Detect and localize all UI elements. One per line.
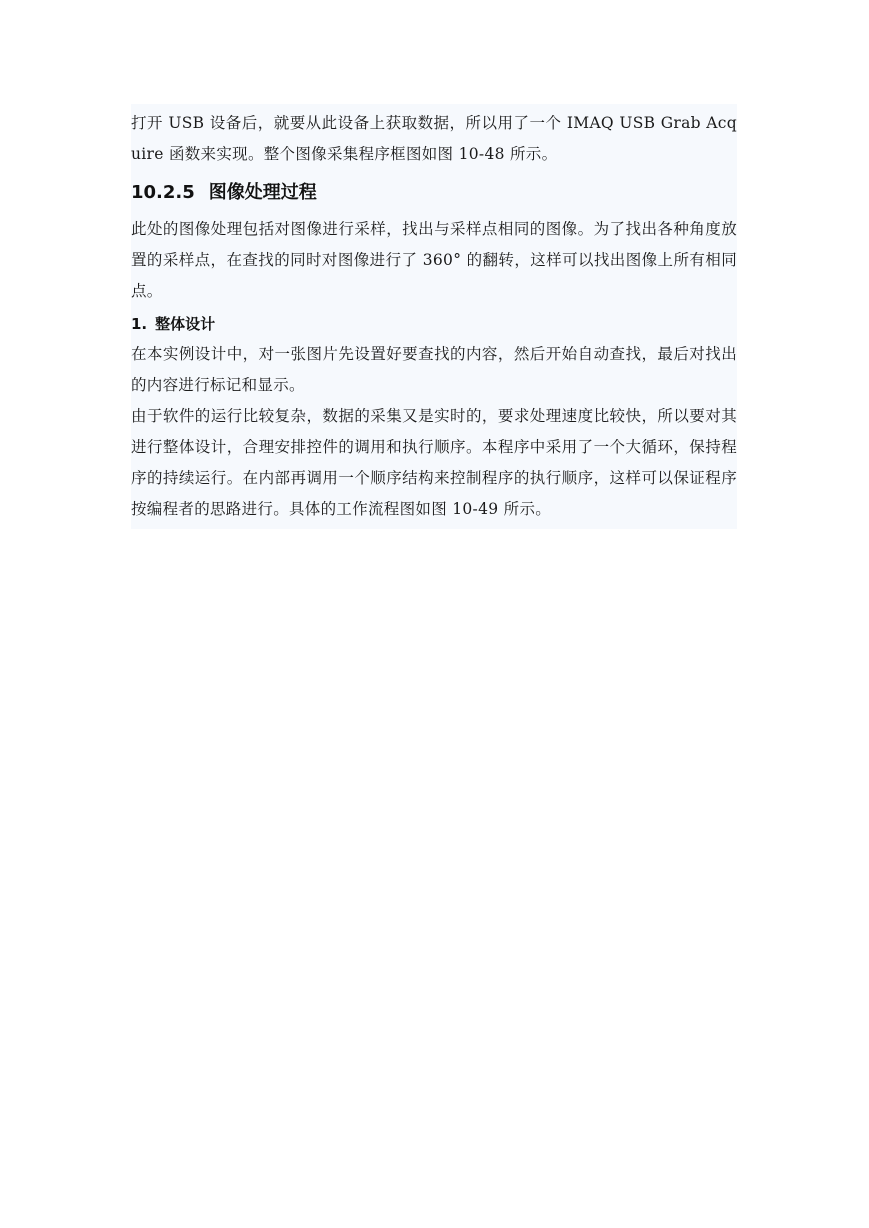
document-body <box>131 104 737 529</box>
section-number: 10.2.5 <box>131 182 195 203</box>
subsection-number: 1. <box>131 315 148 333</box>
paragraph-image-processing: 此处的图像处理包括对图像进行采样，找出与采样点相同的图像。为了找出各种角度放置的采样点，在查找的同时对图像进行了 360° 的翻转，这样可以找出图像上所有相同点。 <box>131 220 737 300</box>
section-heading <box>131 176 737 210</box>
paragraph-usb-acquire: 打开 USB 设备后，就要从此设备上获取数据，所以用了一个 IMAQ USB Grab Acquire 函数来实现。整个图像采集程序框图如图 10-48 所示。 <box>131 114 737 163</box>
section-title: 图像处理过程 <box>208 182 317 203</box>
subsection-heading <box>131 309 737 339</box>
subsection-title: 整体设计 <box>155 315 216 333</box>
paragraph-overall-design: 在本实例设计中，对一张图片先设置好要查找的内容，然后开始自动查找，最后对找出的内容进行标记和显示。 <box>131 345 737 394</box>
paragraph-workflow: 由于软件的运行比较复杂，数据的采集又是实时的，要求处理速度比较快，所以要对其进行整体设计，合理安排控件的调用和执行顺序。本程序中采用了一个大循环，保持程序的持续运行。在内部再调用一个顺序结构来控制程序的执行顺序，这样可以保证程序按编程者的思路进行。具体的工作流程图如图 10-49 所示。 <box>131 407 737 518</box>
